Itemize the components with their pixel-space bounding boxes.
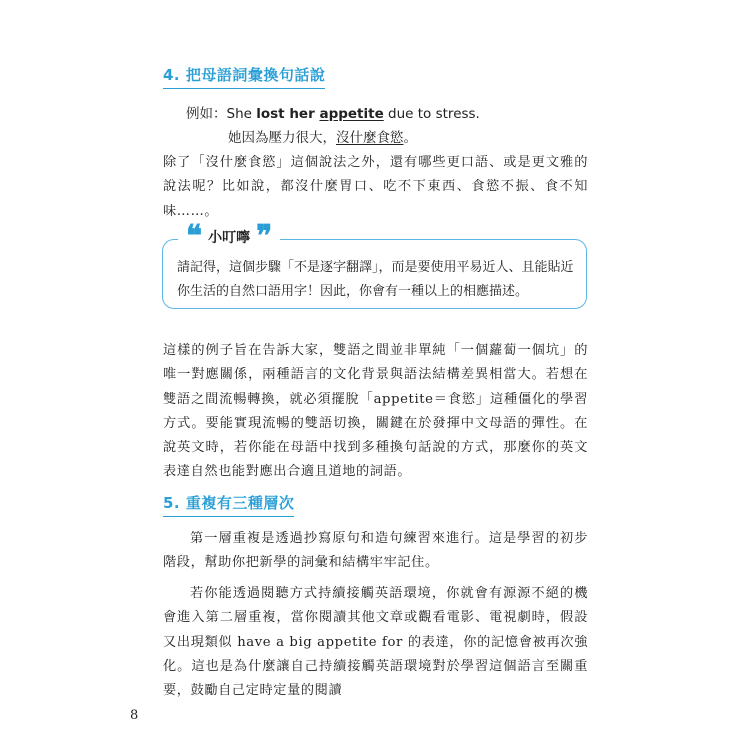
- paragraph-4: 若你能透過閱聽方式持續接觸英語環境，你就會有源源不絕的機會進入第二層重複，當你閱讀其他文章或觀看電影、電視劇時，假設又出現類似 have a big appetite for 的表達，你的記憶會被再次強化。這也是為什麼讓自己持續接觸英語環境對於學習這個語言至關重要，鼓勵自己定時定量的閱讀: [163, 586, 588, 699]
- example-prefix: 例如：: [186, 106, 227, 122]
- section-4-title: 4. 把母語詞彙換句話說: [163, 64, 325, 89]
- example-text-pre: She: [226, 106, 257, 122]
- tip-title: 小叮嚀: [208, 230, 251, 246]
- example-bold-text: lost her: [256, 106, 320, 122]
- example-zh-post: 。: [403, 130, 417, 146]
- example-english-line: [186, 102, 480, 126]
- paragraph-3: 第一層重複是透過抄寫原句和造句練習來進行。這是學習的初步階段，幫助你把新學的詞彙和結構牢牢記住。: [163, 531, 588, 571]
- example-block: [186, 102, 480, 150]
- paragraph-1: 除了「沒什麼食慾」這個說法之外，還有哪些更口語、或是更文雅的說法呢？比如說，都沒什麼胃口、吃不下東西、食慾不振、食不知味……。: [163, 155, 588, 219]
- section-5-title: 5. 重複有三種層次: [163, 492, 294, 517]
- example-zh-keyword: 沒什麼食慾: [336, 130, 404, 146]
- tip-body: 請記得，這個步驟「不是逐字翻譯」，而是要使用平易近人、且能貼近你生活的自然口語用字！因此，你會有一種以上的相應描述。: [177, 260, 574, 299]
- open-quote-icon: ❝: [186, 223, 203, 251]
- paragraph-2: 這樣的例子旨在告訴大家，雙語之間並非單純「一個蘿蔔一個坑」的唯一對應關係，兩種語言的文化背景與語法結構差異相當大。若想在雙語之間流暢轉換，就必須擺脫「appetite＝食慾」這種僵化的學習方式。要能實現流暢的雙語切換，關鍵在於發揮中文母語的彈性。在說英文時，若你能在母語中找到多種換句話說的方式，那麼你的英文表達自然也能對應出合適且道地的詞語。: [163, 343, 588, 480]
- close-quote-icon: ❞: [256, 223, 273, 251]
- example-chinese-line: [186, 126, 480, 150]
- page-number: 8: [130, 708, 139, 723]
- tip-header: [178, 223, 280, 251]
- example-text-post: due to stress.: [383, 106, 480, 122]
- example-zh-pre: 她因為壓力很大，: [228, 130, 336, 146]
- example-keyword: appetite: [319, 106, 384, 122]
